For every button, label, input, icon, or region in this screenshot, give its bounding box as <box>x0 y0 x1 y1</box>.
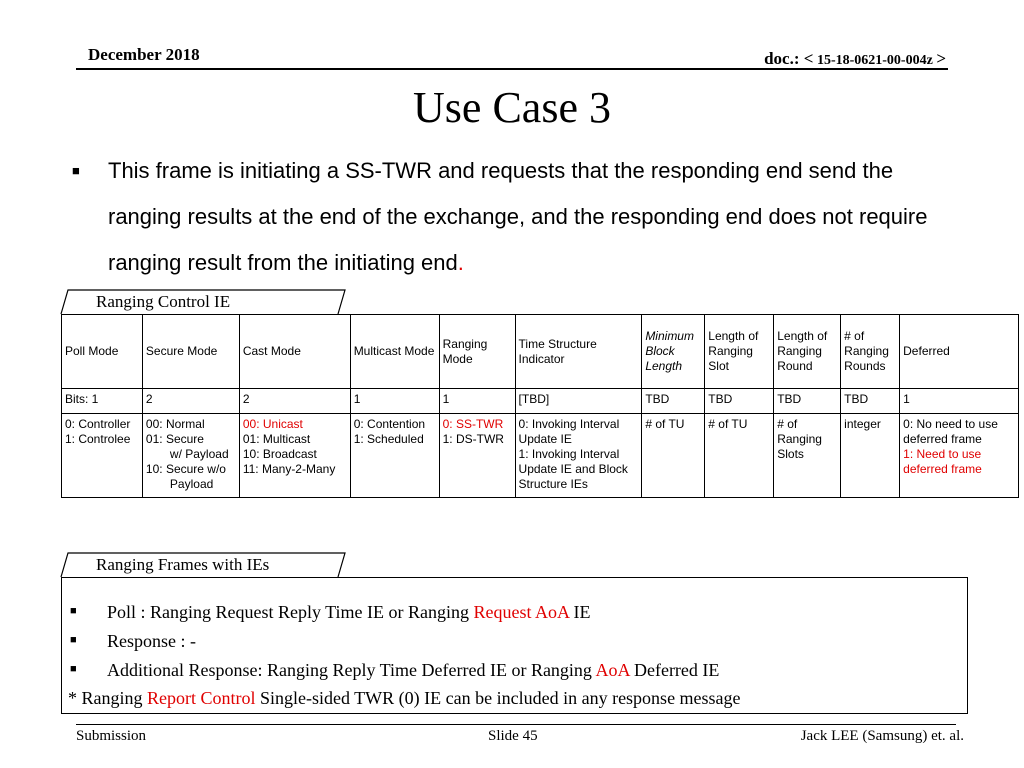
header-cell: Cast Mode <box>239 315 350 389</box>
min-block-length-value: # of TU <box>642 414 705 498</box>
frame-text-highlight: Request AoA <box>473 602 570 622</box>
bits-cell: TBD <box>705 389 774 414</box>
square-bullet-icon: ■ <box>70 634 77 646</box>
value-line: 00: Unicast <box>242 417 303 431</box>
secure-mode-values <box>142 414 239 498</box>
header-cell: Secure Mode <box>142 315 239 389</box>
header-cell: Multicast Mode <box>350 315 439 389</box>
value-line: 0: Controller <box>65 417 131 431</box>
header-cell: Length of Ranging Round <box>774 315 841 389</box>
value-line: 1: DS-TWR <box>442 432 504 446</box>
header-cell: Length of Ranging Slot <box>705 315 774 389</box>
main-bullet-text <box>108 148 958 286</box>
frame-text: Single-sided TWR (0) IE can be included in any response message <box>255 688 741 708</box>
slide-title: Use Case 3 <box>413 83 611 132</box>
ranging-mode-values <box>439 414 515 498</box>
frame-item-text: Response : - <box>107 631 196 651</box>
doc-prefix: doc.: < <box>764 49 814 68</box>
bits-cell: [TBD] <box>515 389 642 414</box>
bits-cell: 1 <box>350 389 439 414</box>
frame-item-text <box>107 602 591 623</box>
value-line: 0: Invoking Interval Update IE <box>518 417 620 446</box>
value-line: 10: Secure w/o <box>145 462 226 476</box>
deferred-values <box>900 414 1019 498</box>
time-structure-values <box>515 414 642 498</box>
header-divider <box>76 68 948 70</box>
header-cell: Minimum Block Length <box>642 315 705 389</box>
bits-cell: TBD <box>642 389 705 414</box>
bits-cell: 2 <box>239 389 350 414</box>
bits-cell: TBD <box>774 389 841 414</box>
value-line: 0: SS-TWR <box>442 417 504 431</box>
frame-text: Poll : Ranging Request Reply Time IE or Ranging <box>107 602 474 622</box>
ranging-frames-box <box>61 577 968 714</box>
table-values-row <box>62 414 1019 498</box>
value-line: 1: Scheduled <box>353 432 424 446</box>
value-line: 11: Many-2-Many <box>242 462 336 476</box>
ranging-frames-label-text: Ranging Frames with IEs <box>96 555 270 574</box>
ranging-control-table <box>61 314 1019 498</box>
footer-slide-number: Slide 45 <box>488 728 538 744</box>
frame-text-highlight: AoA <box>595 660 630 680</box>
square-bullet-icon: ■ <box>70 663 77 675</box>
value-line: 01: Secure <box>145 432 204 446</box>
header-cell: Time Structure Indicator <box>515 315 642 389</box>
main-bullet-end: . <box>457 250 464 275</box>
bits-cell: Bits: 1 <box>62 389 143 414</box>
frame-text: IE <box>569 602 591 622</box>
value-line: w/ Payload <box>169 447 229 461</box>
frame-text: Additional Response: Ranging Reply Time Deferred IE or Ranging <box>107 660 596 680</box>
header-cell: Ranging Mode <box>439 315 515 389</box>
frame-text-highlight: Report Control <box>147 688 256 708</box>
frame-text: * Ranging <box>68 688 147 708</box>
ranging-control-label-text: Ranging Control IE <box>96 292 231 311</box>
poll-mode-values <box>62 414 143 498</box>
value-line: 0: Contention <box>353 417 426 431</box>
bits-cell: TBD <box>841 389 900 414</box>
multicast-mode-values <box>350 414 439 498</box>
bits-cell: 1 <box>900 389 1019 414</box>
header-doc-id <box>764 49 946 69</box>
ranging-control-label <box>60 289 346 313</box>
ranging-round-length-value: # of Ranging Slots <box>774 414 841 498</box>
value-line: 1: Controlee <box>65 432 131 446</box>
table-bits-row <box>62 389 1019 414</box>
footer-author: Jack LEE (Samsung) et. al. <box>800 728 964 744</box>
value-line: 01: Multicast <box>242 432 311 446</box>
ranging-slot-length-value: # of TU <box>705 414 774 498</box>
main-bullet-body: This frame is initiating a SS-TWR and requests that the responding end send the ranging results at the end of the exchange, and the responding end does not require ranging result from the initiating end <box>108 158 928 275</box>
value-line: 00: Normal <box>145 417 205 431</box>
table-header-row <box>62 315 1019 389</box>
header-cell: Deferred <box>900 315 1019 389</box>
header-cell: # of Ranging Rounds <box>841 315 900 389</box>
square-bullet-icon: ■ <box>72 163 80 178</box>
cast-mode-values <box>239 414 350 498</box>
value-line: 1: Need to use deferred frame <box>903 447 982 476</box>
frame-item-text <box>107 660 719 681</box>
footer-submission: Submission <box>76 728 147 744</box>
ranging-frames-label <box>60 552 346 576</box>
doc-suffix: > <box>936 49 946 68</box>
bits-cell: 1 <box>439 389 515 414</box>
square-bullet-icon: ■ <box>70 605 77 617</box>
value-line: 10: Broadcast <box>242 447 317 461</box>
frame-text: Deferred IE <box>629 660 720 680</box>
header-date: December 2018 <box>88 45 200 64</box>
value-line: Payload <box>169 477 214 491</box>
footer-divider <box>76 724 956 725</box>
header-cell: Poll Mode <box>62 315 143 389</box>
doc-number: 15-18-0621-00-004z <box>813 53 937 68</box>
value-line: 1: Invoking Interval Update IE and Block Structure IEs <box>518 447 628 491</box>
value-line: 0: No need to use deferred frame <box>903 417 998 446</box>
ranging-rounds-value: integer <box>841 414 900 498</box>
bits-cell: 2 <box>142 389 239 414</box>
frame-note <box>68 688 741 709</box>
